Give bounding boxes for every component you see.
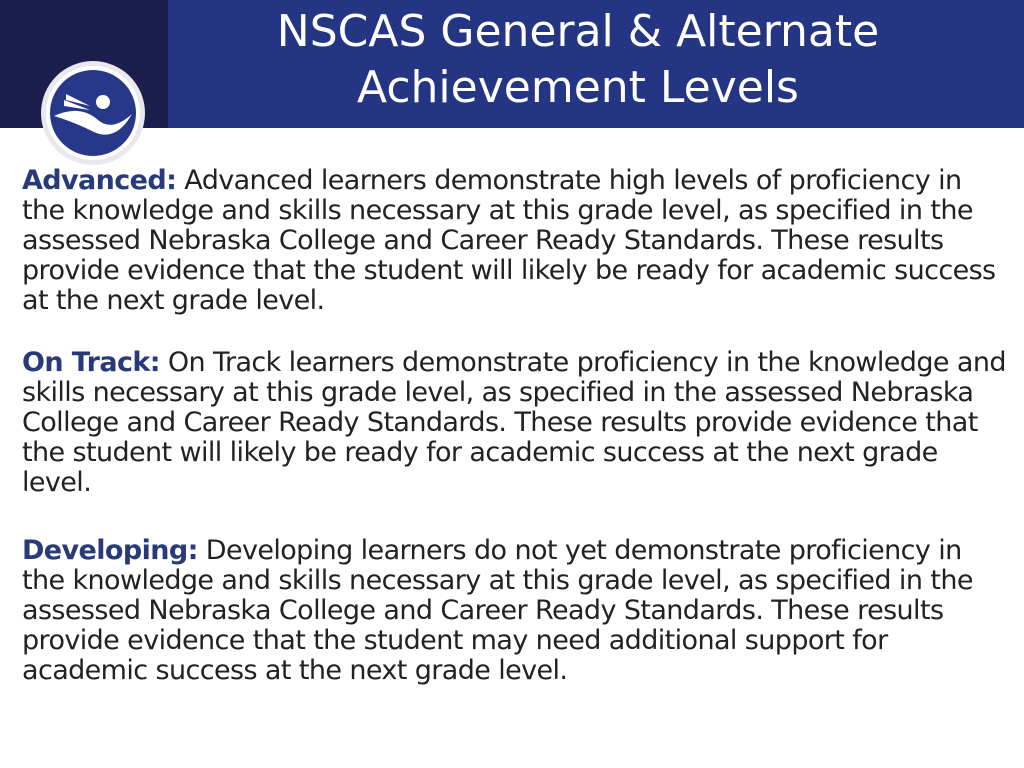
level-developing xyxy=(22,536,1012,686)
level-description: Developing learners do not yet demonstrate proficiency in the knowledge and skills necessary at this grade level, as specified in the assessed Nebraska College and Career Ready Standards. These results provide evidence that the student may need additional support for academic success at the next grade level. xyxy=(22,535,973,686)
level-term: Advanced: xyxy=(22,165,177,196)
title-line-2: Achievement Levels xyxy=(357,62,799,113)
level-term: Developing: xyxy=(22,535,198,566)
title-line-1: NSCAS General & Alternate xyxy=(276,6,880,57)
level-description: Advanced learners demonstrate high levels of proficiency in the knowledge and skills necessary at this grade level, as specified in the assessed Nebraska College and Career Ready Standards. These results provide evidence that the student will likely be ready for academic success at the next grade level. xyxy=(22,165,996,316)
level-term: On Track: xyxy=(22,347,160,378)
slide-title xyxy=(168,4,988,116)
level-advanced xyxy=(22,166,1012,316)
nde-logo-icon xyxy=(40,60,146,166)
level-description: On Track learners demonstrate proficiency in the knowledge and skills necessary at this grade level, as specified in the assessed Nebraska College and Career Ready Standards. These results provide evidence that the student will likely be ready for academic success at the next grade level. xyxy=(22,347,1006,498)
achievement-levels xyxy=(22,166,1012,686)
level-on-track xyxy=(22,348,1012,498)
slide-header xyxy=(0,0,1024,128)
